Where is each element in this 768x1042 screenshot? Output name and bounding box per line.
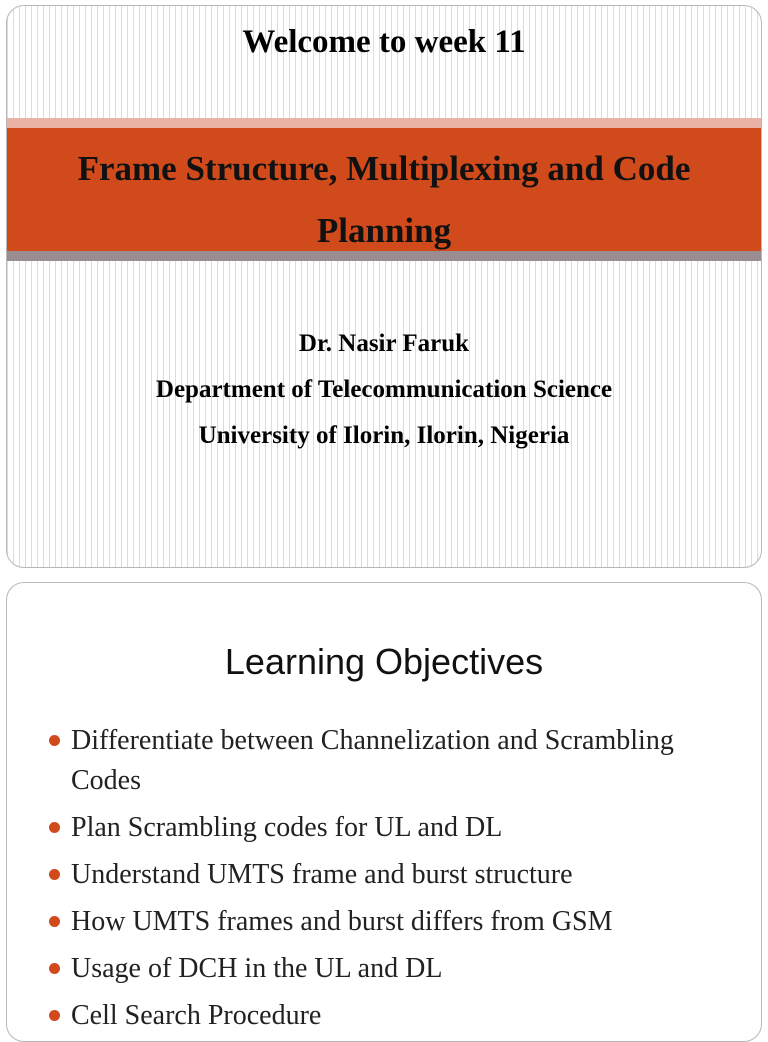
objective-text: Understand UMTS frame and burst structure [71,859,573,890]
objective-text: Cell Search Procedure [71,1000,322,1031]
author-name: Dr. Nasir Faruk [298,330,470,357]
slide-title: Learning Objectives [224,641,544,682]
author-block [7,321,761,459]
bullet-icon [49,735,60,746]
list-item [45,949,745,989]
week-title: Welcome to week 11 [242,24,526,60]
bullet-icon [49,1010,60,1021]
title-band-top-stripe [7,118,761,128]
list-item [45,721,745,801]
objectives-slide [6,582,762,1042]
objective-text: Usage of DCH in the UL and DL [71,953,443,984]
bullet-icon [49,916,60,927]
list-item [45,996,745,1036]
department-name: Department of Telecommunication Science [155,376,613,403]
title-slide [6,5,762,568]
list-item [45,855,745,895]
bullet-icon [49,869,60,880]
bullet-icon [49,822,60,833]
list-item [45,902,745,942]
list-item [45,808,745,848]
bullet-icon [49,963,60,974]
objective-text: Plan Scrambling codes for UL and DL [71,812,503,843]
objectives-list [45,721,745,1042]
university-name: University of Ilorin, Ilorin, Nigeria [198,422,570,449]
objective-text: Differentiate between Channelization and Scrambling Codes [71,725,674,796]
objective-text: How UMTS frames and burst differs from GSM [71,906,613,937]
lecture-title: Frame Structure, Multiplexing and Code Planning [77,149,691,250]
